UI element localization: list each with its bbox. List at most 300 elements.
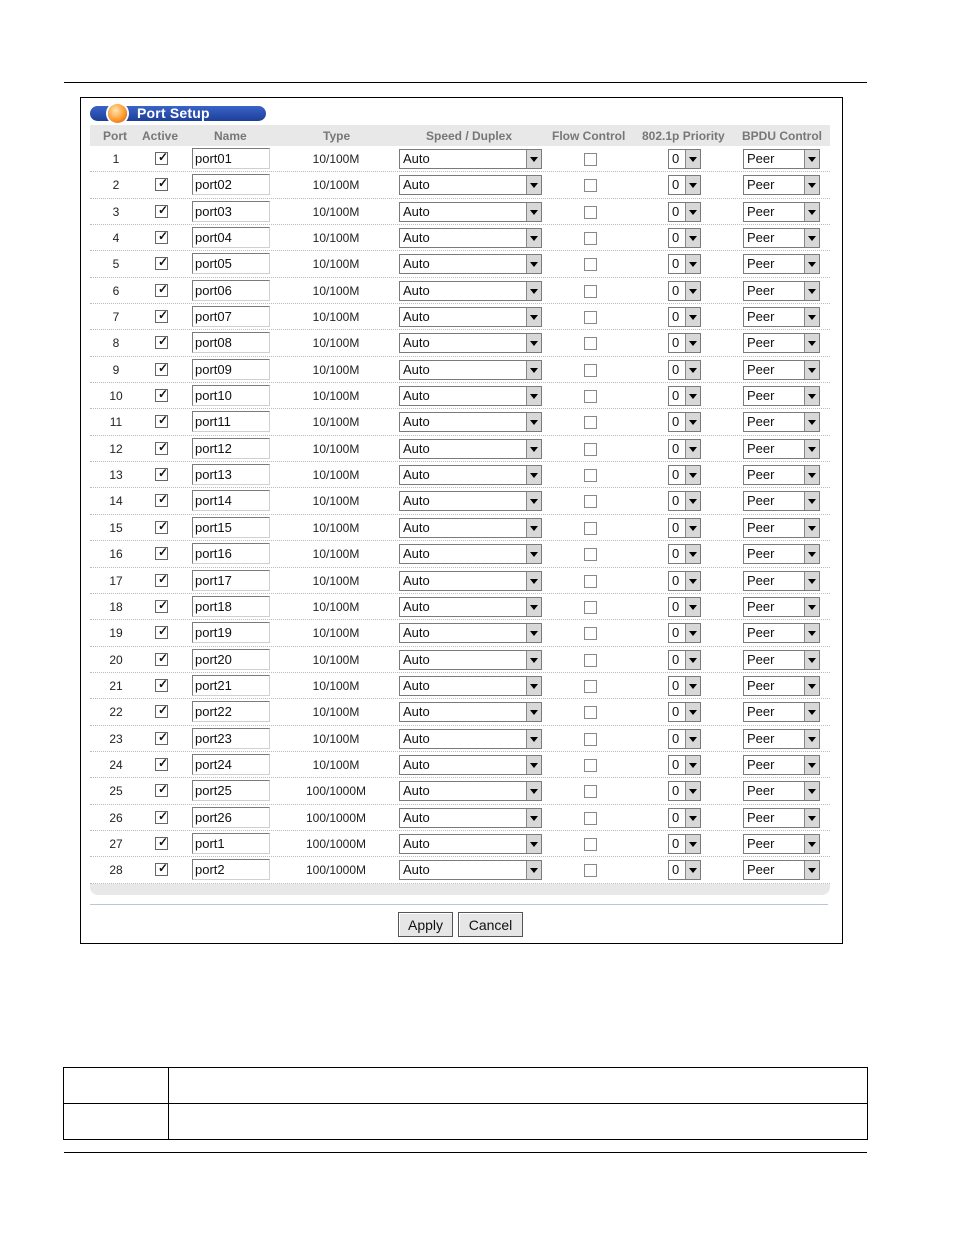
chevron-down-icon[interactable] (685, 308, 700, 326)
chevron-down-icon[interactable] (685, 730, 700, 748)
flow-control-checkbox[interactable] (584, 232, 597, 245)
port-name-input[interactable]: port03 (192, 201, 270, 222)
flow-control-checkbox[interactable] (584, 443, 597, 456)
chevron-down-icon[interactable] (804, 703, 819, 721)
priority-select[interactable] (668, 360, 701, 380)
chevron-down-icon[interactable] (685, 545, 700, 563)
port-number: 23 (109, 731, 123, 746)
chevron-down-icon[interactable] (685, 361, 700, 379)
table-row (90, 383, 830, 409)
flow-control-checkbox[interactable] (584, 495, 597, 508)
port-name-input[interactable]: port08 (192, 332, 270, 353)
priority-select[interactable] (668, 808, 701, 828)
priority-select[interactable] (668, 333, 701, 353)
active-checkbox[interactable] (155, 705, 168, 718)
bpdu-control-select[interactable] (743, 597, 820, 617)
chevron-down-icon[interactable] (526, 150, 541, 168)
port-name-input[interactable]: port07 (192, 306, 270, 327)
chevron-down-icon[interactable] (526, 229, 541, 247)
priority-select[interactable] (668, 281, 701, 301)
port-number: 13 (109, 468, 123, 483)
flow-control-checkbox[interactable] (584, 654, 597, 667)
col-header-type: Type (323, 129, 351, 143)
flow-control-checkbox[interactable] (584, 548, 597, 561)
priority-select[interactable] (668, 386, 701, 406)
bpdu-control-select[interactable] (743, 623, 820, 643)
speed-duplex-select[interactable] (399, 491, 542, 511)
chevron-down-icon[interactable] (526, 782, 541, 800)
port-type: 10/100M (312, 652, 360, 667)
flow-control-checkbox[interactable] (584, 864, 597, 877)
port-type: 10/100M (312, 573, 360, 588)
chevron-down-icon[interactable] (804, 361, 819, 379)
port-number: 8 (112, 336, 120, 351)
port-number: 7 (112, 310, 120, 325)
port-number: 12 (109, 441, 123, 456)
bpdu-control-select[interactable] (743, 491, 820, 511)
speed-duplex-select[interactable] (399, 623, 542, 643)
priority-select[interactable] (668, 228, 701, 248)
port-name-input[interactable]: port20 (192, 649, 270, 670)
bpdu-control-select[interactable] (743, 755, 820, 775)
chevron-down-icon[interactable] (526, 835, 541, 853)
speed-duplex-select[interactable] (399, 175, 542, 195)
speed-duplex-select[interactable] (399, 860, 542, 880)
flow-control-checkbox[interactable] (584, 206, 597, 219)
bpdu-control-select[interactable] (743, 281, 820, 301)
priority-select[interactable] (668, 729, 701, 749)
chevron-down-icon[interactable] (804, 519, 819, 537)
chevron-down-icon[interactable] (526, 624, 541, 642)
active-checkbox[interactable] (155, 626, 168, 639)
active-checkbox[interactable] (155, 494, 168, 507)
chevron-down-icon[interactable] (685, 413, 700, 431)
chevron-down-icon[interactable] (804, 572, 819, 590)
chevron-down-icon[interactable] (685, 203, 700, 221)
flow-control-checkbox[interactable] (584, 390, 597, 403)
chevron-down-icon[interactable] (526, 413, 541, 431)
port-type: 10/100M (312, 626, 360, 641)
chevron-down-icon[interactable] (685, 677, 700, 695)
bpdu-control-value: Peer (747, 335, 775, 351)
bpdu-control-select[interactable] (743, 702, 820, 722)
chevron-down-icon[interactable] (804, 492, 819, 510)
chevron-down-icon[interactable] (804, 282, 819, 300)
active-checkbox[interactable] (155, 571, 169, 587)
priority-select[interactable] (668, 571, 701, 591)
chevron-down-icon[interactable] (804, 730, 819, 748)
flow-control-checkbox[interactable] (584, 706, 597, 719)
chevron-down-icon[interactable] (804, 203, 819, 221)
chevron-down-icon[interactable] (526, 651, 541, 669)
priority-value: 0 (672, 572, 680, 588)
flow-control-checkbox[interactable] (584, 153, 597, 166)
bpdu-control-select[interactable] (743, 808, 820, 828)
priority-select[interactable] (668, 702, 701, 722)
bpdu-control-select[interactable] (743, 175, 820, 195)
port-name-input[interactable]: port13 (192, 464, 270, 485)
chevron-down-icon[interactable] (804, 255, 819, 273)
speed-duplex-select[interactable] (399, 597, 542, 617)
flow-control-checkbox[interactable] (584, 627, 597, 640)
chevron-down-icon[interactable] (526, 466, 541, 484)
chevron-down-icon[interactable] (685, 572, 700, 590)
flow-control-checkbox[interactable] (584, 733, 597, 746)
chevron-down-icon[interactable] (526, 545, 541, 563)
priority-value: 0 (672, 177, 680, 193)
priority-select[interactable] (668, 518, 701, 538)
chevron-down-icon[interactable] (526, 255, 541, 273)
speed-duplex-select[interactable] (399, 729, 542, 749)
chevron-down-icon[interactable] (685, 150, 700, 168)
port-type: 10/100M (312, 283, 360, 298)
active-checkbox[interactable] (155, 360, 169, 376)
port-number: 21 (109, 678, 123, 693)
port-name-input[interactable]: port16 (192, 543, 270, 564)
bpdu-control-select[interactable] (743, 834, 820, 854)
col-header-flow-control: Flow Control (552, 129, 626, 143)
chevron-down-icon[interactable] (526, 282, 541, 300)
priority-select[interactable] (668, 149, 701, 169)
chevron-down-icon[interactable] (526, 308, 541, 326)
port-name-input[interactable]: port23 (192, 728, 270, 749)
chevron-down-icon[interactable] (685, 466, 700, 484)
chevron-down-icon[interactable] (804, 545, 819, 563)
port-name-input[interactable]: port01 (192, 148, 270, 169)
priority-select[interactable] (668, 412, 701, 432)
bpdu-control-select[interactable] (743, 571, 820, 591)
speed-duplex-select[interactable] (399, 281, 542, 301)
priority-select[interactable] (668, 465, 701, 485)
chevron-down-icon[interactable] (685, 229, 700, 247)
chevron-down-icon[interactable] (804, 677, 819, 695)
chevron-down-icon[interactable] (526, 361, 541, 379)
bpdu-control-select[interactable] (743, 254, 820, 274)
speed-duplex-select[interactable] (399, 202, 542, 222)
speed-duplex-select[interactable] (399, 465, 542, 485)
table-row (90, 515, 830, 541)
checkmark-icon: ✓ (158, 782, 169, 797)
speed-duplex-value: Auto (403, 361, 430, 377)
bpdu-control-select[interactable] (743, 544, 820, 564)
port-number: 24 (109, 757, 123, 772)
priority-select[interactable] (668, 676, 701, 696)
speed-duplex-select[interactable] (399, 808, 542, 828)
port-name-input[interactable]: port24 (192, 754, 270, 775)
port-name-input[interactable]: port26 (192, 807, 270, 828)
port-name-input[interactable]: port05 (192, 253, 270, 274)
active-checkbox[interactable] (155, 152, 168, 165)
chevron-down-icon[interactable] (804, 598, 819, 616)
chevron-down-icon[interactable] (804, 176, 819, 194)
port-name-input[interactable]: port1 (192, 833, 270, 854)
apply-button[interactable]: Apply (398, 912, 453, 937)
speed-duplex-select[interactable] (399, 834, 542, 854)
port-name-input[interactable]: port25 (192, 780, 270, 801)
chevron-down-icon[interactable] (685, 624, 700, 642)
flow-control-checkbox[interactable] (584, 311, 597, 324)
chevron-down-icon[interactable] (526, 176, 541, 194)
page-title: Port Setup (137, 105, 210, 121)
active-checkbox[interactable] (155, 178, 168, 191)
priority-value: 0 (672, 493, 680, 509)
port-type: 10/100M (312, 731, 360, 746)
speed-duplex-select[interactable] (399, 676, 542, 696)
bpdu-control-select[interactable] (743, 465, 820, 485)
chevron-down-icon[interactable] (804, 835, 819, 853)
bpdu-control-select[interactable] (743, 228, 820, 248)
active-checkbox[interactable] (155, 597, 169, 613)
active-checkbox[interactable] (155, 518, 169, 534)
active-checkbox[interactable] (155, 389, 168, 402)
speed-duplex-select[interactable] (399, 439, 542, 459)
priority-value: 0 (672, 809, 680, 825)
chevron-down-icon[interactable] (526, 756, 541, 774)
flow-control-checkbox[interactable] (584, 785, 597, 798)
chevron-down-icon[interactable] (685, 255, 700, 273)
speed-duplex-select[interactable] (399, 386, 542, 406)
active-checkbox[interactable] (155, 729, 169, 745)
speed-duplex-value: Auto (403, 677, 430, 693)
priority-select[interactable] (668, 202, 701, 222)
active-checkbox[interactable] (155, 755, 169, 771)
bpdu-control-value: Peer (747, 309, 775, 325)
active-checkbox[interactable] (155, 281, 169, 297)
bpdu-control-select[interactable] (743, 781, 820, 801)
speed-duplex-select[interactable] (399, 307, 542, 327)
port-name-input[interactable]: port2 (192, 859, 270, 880)
active-checkbox[interactable] (155, 676, 169, 692)
bpdu-control-select[interactable] (743, 729, 820, 749)
bpdu-control-select[interactable] (743, 860, 820, 880)
flow-control-checkbox[interactable] (584, 364, 597, 377)
priority-select[interactable] (668, 439, 701, 459)
chevron-down-icon[interactable] (804, 756, 819, 774)
active-checkbox[interactable] (155, 257, 168, 270)
checkmark-icon: ✓ (158, 676, 169, 691)
cancel-button[interactable]: Cancel (458, 912, 523, 937)
table-row (90, 304, 830, 330)
priority-select[interactable] (668, 650, 701, 670)
priority-value: 0 (672, 203, 680, 219)
priority-select[interactable] (668, 254, 701, 274)
bpdu-control-select[interactable] (743, 149, 820, 169)
priority-value: 0 (672, 756, 680, 772)
priority-select[interactable] (668, 175, 701, 195)
active-checkbox[interactable] (155, 468, 168, 481)
chevron-down-icon[interactable] (804, 229, 819, 247)
port-name-input[interactable]: port10 (192, 385, 270, 406)
active-checkbox[interactable] (155, 650, 169, 666)
chevron-down-icon[interactable] (685, 756, 700, 774)
speed-duplex-select[interactable] (399, 149, 542, 169)
checkmark-icon: ✓ (158, 360, 169, 375)
chevron-down-icon[interactable] (685, 334, 700, 352)
chevron-down-icon[interactable] (526, 809, 541, 827)
speed-duplex-select[interactable] (399, 333, 542, 353)
chevron-down-icon[interactable] (526, 334, 541, 352)
priority-select[interactable] (668, 781, 701, 801)
chevron-down-icon[interactable] (804, 861, 819, 879)
chevron-down-icon[interactable] (685, 598, 700, 616)
chevron-down-icon[interactable] (685, 809, 700, 827)
bpdu-control-select[interactable] (743, 518, 820, 538)
flow-control-checkbox[interactable] (584, 469, 597, 482)
flow-control-checkbox[interactable] (584, 416, 597, 429)
speed-duplex-select[interactable] (399, 702, 542, 722)
chevron-down-icon[interactable] (804, 809, 819, 827)
active-checkbox[interactable] (155, 834, 169, 850)
chevron-down-icon[interactable] (804, 651, 819, 669)
port-name-input[interactable]: port06 (192, 280, 270, 301)
port-name-input[interactable]: port21 (192, 675, 270, 696)
speed-duplex-value: Auto (403, 493, 430, 509)
bpdu-control-value: Peer (747, 361, 775, 377)
priority-select[interactable] (668, 623, 701, 643)
chevron-down-icon[interactable] (685, 176, 700, 194)
chevron-down-icon[interactable] (685, 782, 700, 800)
chevron-down-icon[interactable] (526, 387, 541, 405)
priority-value: 0 (672, 230, 680, 246)
speed-duplex-select[interactable] (399, 571, 542, 591)
chevron-down-icon[interactable] (685, 492, 700, 510)
chevron-down-icon[interactable] (685, 703, 700, 721)
port-name-input[interactable]: port04 (192, 227, 270, 248)
bpdu-control-select[interactable] (743, 676, 820, 696)
priority-value: 0 (672, 546, 680, 562)
chevron-down-icon[interactable] (804, 624, 819, 642)
flow-control-checkbox[interactable] (584, 258, 597, 271)
speed-duplex-select[interactable] (399, 781, 542, 801)
port-number: 26 (109, 810, 123, 825)
chevron-down-icon[interactable] (526, 572, 541, 590)
priority-select[interactable] (668, 307, 701, 327)
chevron-down-icon[interactable] (526, 703, 541, 721)
chevron-down-icon[interactable] (804, 466, 819, 484)
chevron-down-icon[interactable] (804, 150, 819, 168)
chevron-down-icon[interactable] (685, 519, 700, 537)
speed-duplex-select[interactable] (399, 650, 542, 670)
active-checkbox[interactable] (155, 863, 168, 876)
port-name-input[interactable]: port17 (192, 570, 270, 591)
port-name-input[interactable]: port15 (192, 517, 270, 538)
port-number: 27 (109, 836, 123, 851)
chevron-down-icon[interactable] (526, 203, 541, 221)
port-number: 25 (109, 784, 123, 799)
checkmark-icon: ✓ (158, 281, 169, 296)
port-name-input[interactable]: port14 (192, 490, 270, 511)
priority-select[interactable] (668, 755, 701, 775)
bpdu-control-select[interactable] (743, 333, 820, 353)
port-name-input[interactable]: port19 (192, 622, 270, 643)
active-checkbox[interactable] (155, 808, 169, 824)
priority-select[interactable] (668, 491, 701, 511)
active-checkbox[interactable] (155, 310, 168, 323)
active-checkbox[interactable] (155, 202, 169, 218)
chevron-down-icon[interactable] (526, 519, 541, 537)
bpdu-control-select[interactable] (743, 202, 820, 222)
active-checkbox[interactable] (155, 415, 168, 428)
chevron-down-icon[interactable] (804, 387, 819, 405)
speed-duplex-value: Auto (403, 414, 430, 430)
port-number: 19 (109, 626, 123, 641)
bpdu-control-value: Peer (747, 519, 775, 535)
chevron-down-icon[interactable] (526, 730, 541, 748)
bpdu-control-select[interactable] (743, 412, 820, 432)
chevron-down-icon[interactable] (526, 492, 541, 510)
port-name-input[interactable]: port12 (192, 438, 270, 459)
chevron-down-icon[interactable] (804, 334, 819, 352)
chevron-down-icon[interactable] (526, 677, 541, 695)
chevron-down-icon[interactable] (804, 413, 819, 431)
port-name-input[interactable]: port09 (192, 359, 270, 380)
table-row (64, 1104, 868, 1140)
bpdu-control-select[interactable] (743, 360, 820, 380)
bpdu-control-select[interactable] (743, 307, 820, 327)
chevron-down-icon[interactable] (685, 440, 700, 458)
chevron-down-icon[interactable] (526, 598, 541, 616)
port-name-input[interactable]: port18 (192, 596, 270, 617)
priority-select[interactable] (668, 597, 701, 617)
active-checkbox[interactable] (155, 231, 168, 244)
bpdu-control-select[interactable] (743, 650, 820, 670)
chevron-down-icon[interactable] (804, 308, 819, 326)
priority-select[interactable] (668, 544, 701, 564)
active-checkbox[interactable] (155, 547, 168, 560)
speed-duplex-select[interactable] (399, 755, 542, 775)
chevron-down-icon[interactable] (685, 835, 700, 853)
speed-duplex-select[interactable] (399, 412, 542, 432)
bpdu-control-value: Peer (747, 177, 775, 193)
priority-select[interactable] (668, 834, 701, 854)
flow-control-checkbox[interactable] (584, 838, 597, 851)
flow-control-checkbox[interactable] (584, 337, 597, 350)
chevron-down-icon[interactable] (685, 651, 700, 669)
priority-select[interactable] (668, 860, 701, 880)
port-name-input[interactable]: port22 (192, 701, 270, 722)
bpdu-control-value: Peer (747, 651, 775, 667)
flow-control-checkbox[interactable] (584, 575, 597, 588)
port-name-input[interactable]: port11 (192, 411, 270, 432)
chevron-down-icon[interactable] (804, 440, 819, 458)
flow-control-checkbox[interactable] (584, 179, 597, 192)
flow-control-checkbox[interactable] (584, 285, 597, 298)
speed-duplex-select[interactable] (399, 518, 542, 538)
bpdu-control-select[interactable] (743, 386, 820, 406)
flow-control-checkbox[interactable] (584, 759, 597, 772)
chevron-down-icon[interactable] (685, 387, 700, 405)
chevron-down-icon[interactable] (685, 861, 700, 879)
flow-control-checkbox[interactable] (584, 601, 597, 614)
port-name-input[interactable]: port02 (192, 174, 270, 195)
flow-control-checkbox[interactable] (584, 680, 597, 693)
active-checkbox[interactable] (155, 784, 168, 797)
speed-duplex-select[interactable] (399, 544, 542, 564)
chevron-down-icon[interactable] (804, 782, 819, 800)
chevron-down-icon[interactable] (685, 282, 700, 300)
speed-duplex-select[interactable] (399, 254, 542, 274)
flow-control-checkbox[interactable] (584, 812, 597, 825)
flow-control-checkbox[interactable] (584, 522, 597, 535)
chevron-down-icon[interactable] (526, 861, 541, 879)
bpdu-control-select[interactable] (743, 439, 820, 459)
active-checkbox[interactable] (155, 439, 169, 455)
speed-duplex-select[interactable] (399, 228, 542, 248)
active-checkbox[interactable] (155, 336, 168, 349)
chevron-down-icon[interactable] (526, 440, 541, 458)
table-row (90, 541, 830, 567)
speed-duplex-select[interactable] (399, 360, 542, 380)
